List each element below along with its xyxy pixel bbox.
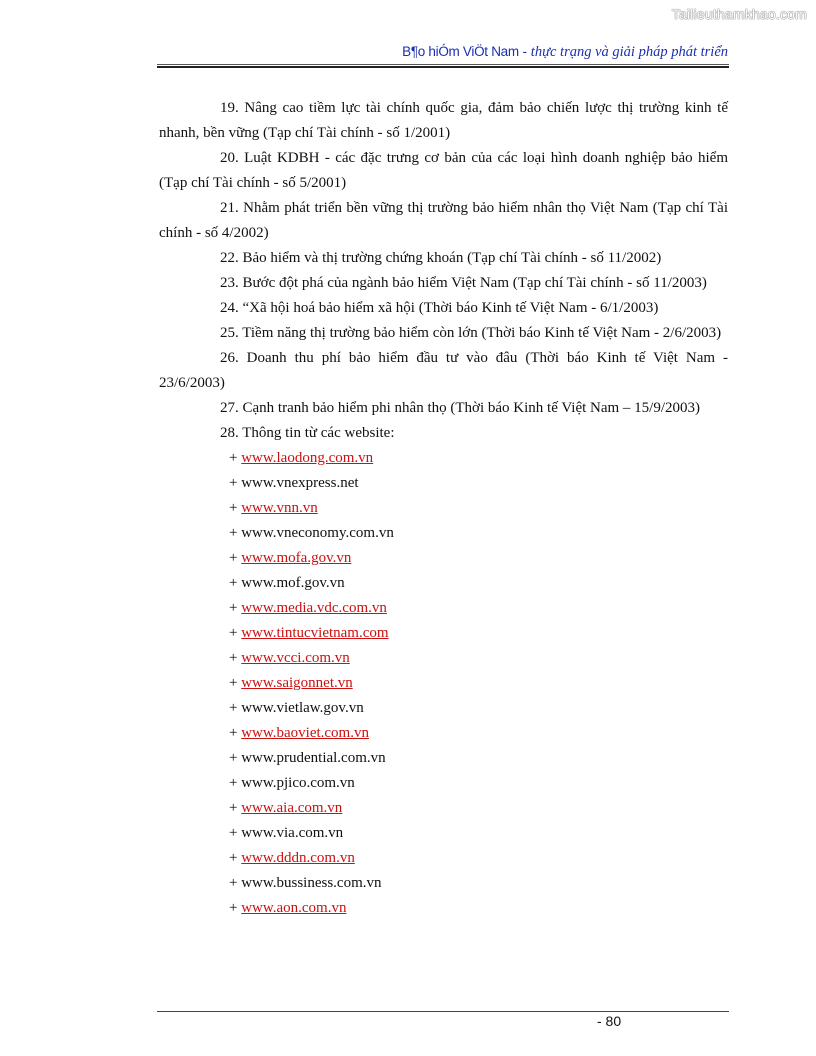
- bullet: +: [229, 575, 242, 591]
- website-text: www.mof.gov.vn: [241, 575, 345, 591]
- header-rule: [157, 64, 729, 68]
- website-link[interactable]: www.tintucvietnam.com: [241, 625, 389, 641]
- reference-item: 28. Thông tin từ các website:: [220, 425, 395, 441]
- website-item: [159, 546, 728, 571]
- website-item: [159, 596, 728, 621]
- website-item: [159, 446, 728, 471]
- bullet: +: [229, 700, 242, 716]
- bullet: +: [229, 600, 242, 616]
- header-subtitle: thực trạng và giải pháp phát triển: [530, 44, 728, 60]
- bullet: +: [229, 825, 242, 841]
- website-link[interactable]: www.vcci.com.vn: [241, 650, 350, 666]
- bullet: +: [229, 475, 242, 491]
- website-item: [159, 471, 728, 496]
- reference-item: 24. “Xã hội hoá bảo hiểm xã hội (Thời báo Kinh tế Việt Nam - 6/1/2003): [220, 300, 659, 316]
- website-item: [159, 846, 728, 871]
- website-item: [159, 571, 728, 596]
- header-separator: -: [518, 44, 531, 59]
- reference-item: 19. Nâng cao tiềm lực tài chính quốc gia, đảm bảo chiến lược thị trường kinh tế nhanh, bền vững (Tạp chí Tài chính - số 1/2001): [159, 100, 728, 141]
- bullet: +: [229, 525, 242, 541]
- website-item: [159, 896, 728, 921]
- website-link[interactable]: www.aon.com.vn: [241, 900, 347, 916]
- website-item: [159, 521, 728, 546]
- website-item: [159, 821, 728, 846]
- reference-item: 26. Doanh thu phí bảo hiểm đầu tư vào đâu (Thời báo Kinh tế Việt Nam - 23/6/2003): [159, 350, 728, 391]
- website-link[interactable]: www.laodong.com.vn: [241, 450, 374, 466]
- website-item: [159, 746, 728, 771]
- website-text: www.bussiness.com.vn: [241, 875, 382, 891]
- bullet: +: [229, 900, 242, 916]
- website-item: [159, 796, 728, 821]
- footer-rule: [157, 1011, 729, 1012]
- website-item: [159, 621, 728, 646]
- website-item: [159, 646, 728, 671]
- reference-item: 22. Bảo hiểm và thị trường chứng khoán (Tạp chí Tài chính - số 11/2002): [220, 250, 662, 266]
- website-item: [159, 771, 728, 796]
- website-list: [159, 446, 728, 921]
- reference-item: 20. Luật KDBH - các đặc trưng cơ bản của các loại hình doanh nghiệp bảo hiểm (Tạp chí Tài chính - số 5/2001): [159, 150, 728, 191]
- website-link[interactable]: www.vnn.vn: [241, 500, 318, 516]
- website-item: [159, 721, 728, 746]
- bullet: +: [229, 675, 242, 691]
- bullet: +: [229, 725, 242, 741]
- website-text: www.prudential.com.vn: [241, 750, 386, 766]
- website-item: [159, 871, 728, 896]
- bullet: +: [229, 850, 242, 866]
- reference-item: 27. Cạnh tranh bảo hiểm phi nhân thọ (Thời báo Kinh tế Việt Nam – 15/9/2003): [220, 400, 701, 416]
- bullet: +: [229, 550, 242, 566]
- bullet: +: [229, 875, 242, 891]
- bullet: +: [229, 800, 242, 816]
- reference-item: 21. Nhằm phát triển bền vững thị trường bảo hiểm nhân thọ Việt Nam (Tạp chí Tài chính - số 4/2002): [159, 200, 728, 241]
- website-item: [159, 696, 728, 721]
- reference-item: 23. Bước đột phá của ngành bảo hiểm Việt Nam (Tạp chí Tài chính - số 11/2003): [220, 275, 707, 291]
- bullet: +: [229, 750, 242, 766]
- website-link[interactable]: www.saigonnet.vn: [241, 675, 353, 691]
- website-text: www.pjico.com.vn: [241, 775, 355, 791]
- bullet: +: [229, 625, 242, 641]
- website-link[interactable]: www.aia.com.vn: [241, 800, 343, 816]
- website-text: www.via.com.vn: [241, 825, 344, 841]
- page-number: - 80: [597, 1013, 622, 1029]
- running-header: [402, 44, 728, 61]
- website-link[interactable]: www.dddn.com.vn: [241, 850, 355, 866]
- website-text: www.vnexpress.net: [241, 475, 359, 491]
- header-title: B¶o hiÓm ViÖt Nam: [402, 44, 519, 59]
- bullet: +: [229, 775, 242, 791]
- website-link[interactable]: www.baoviet.com.vn: [241, 725, 369, 741]
- website-item: [159, 496, 728, 521]
- website-link[interactable]: www.mofa.gov.vn: [241, 550, 352, 566]
- bullet: +: [229, 650, 242, 666]
- bullet: +: [229, 500, 242, 516]
- reference-item: 25. Tiềm năng thị trường bảo hiểm còn lớn (Thời báo Kinh tế Việt Nam - 2/6/2003): [220, 325, 722, 341]
- website-link[interactable]: www.media.vdc.com.vn: [241, 600, 387, 616]
- watermark: Tailieuthamkhao.com: [671, 6, 807, 22]
- reference-list: [159, 96, 728, 921]
- website-item: [159, 671, 728, 696]
- website-text: www.vneconomy.com.vn: [241, 525, 394, 541]
- bullet: +: [229, 450, 242, 466]
- website-text: www.vietlaw.gov.vn: [241, 700, 364, 716]
